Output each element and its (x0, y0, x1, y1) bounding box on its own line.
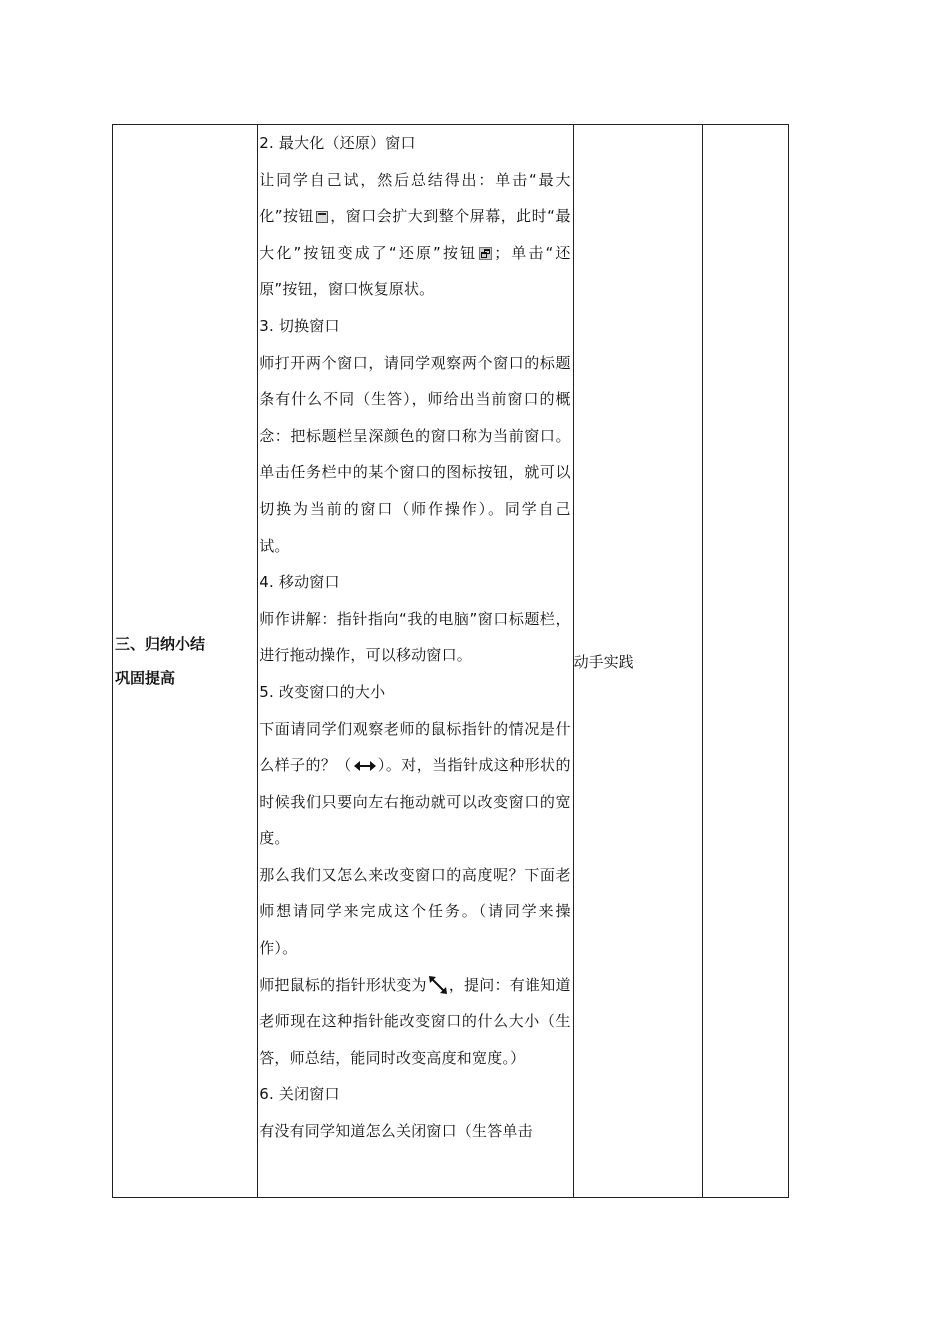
paragraph-resize-diagonal: 师把鼠标的指针形状变为 ，提问：有谁知道老师现在这种指针能改变窗口的什么大小（生答，师总结，能同时改变高度和宽度。） (259, 975, 571, 1067)
section-heading-close: 6. 关闭窗口 (259, 1085, 340, 1104)
horizontal-resize-cursor-icon (354, 760, 376, 772)
design-note-cell (702, 125, 788, 1198)
student-activity-cell: 动手实践 (573, 125, 702, 1198)
maximize-button-icon (316, 211, 328, 223)
paragraph-maximize: 让同学自己试，然后总结得出：单击“最大化”按钮 ，窗口会扩大到整个屏幕，此时“最大化”按钮变成了“还原”按钮 ；单击“还原”按钮，窗口恢复原状。 (259, 170, 571, 299)
stage-title-line1: 三、归纳小结 (115, 635, 206, 653)
table-row (113, 125, 789, 1198)
paragraph-close: 有没有同学知道怎么关闭窗口（生答单击 (259, 1122, 533, 1141)
section-heading-resize: 5. 改变窗口的大小 (259, 682, 386, 701)
paragraph-resize-width: 下面请同学们观察老师的鼠标指针的情况是什么样子的？（ ）。对，当指针成这种形状的时候我们只要向左右拖动就可以改变窗口的宽度。 (259, 719, 571, 848)
paragraph-move: 师作讲解：指针指向“我的电脑”窗口标题栏，进行拖动操作，可以移动窗口。 (259, 609, 571, 665)
lesson-plan-table (112, 124, 789, 1198)
stage-title-line2: 巩固提高 (115, 669, 176, 687)
paragraph-switch: 师打开两个窗口，请同学观察两个窗口的标题条有什么不同（生答），师给出当前窗口的概念：把标题栏呈深颜色的窗口称为当前窗口。单击任务栏中的某个窗口的图标按钮，就可以切换为当前的窗口（师作操作）。同学自己试。 (259, 353, 571, 555)
paragraph-resize-height: 那么我们又怎么来改变窗口的高度呢？下面老师想请同学来完成这个任务。（请同学来操作）。 (259, 865, 571, 958)
stage-cell (113, 125, 258, 1198)
teacher-activity-cell (258, 125, 573, 1198)
section-heading-maximize: 2. 最大化（还原）窗口 (259, 134, 416, 152)
diagonal-resize-cursor-icon (429, 976, 447, 994)
restore-button-icon (479, 247, 492, 260)
section-heading-switch: 3. 切换窗口 (259, 316, 340, 335)
section-heading-move: 4. 移动窗口 (259, 573, 340, 592)
